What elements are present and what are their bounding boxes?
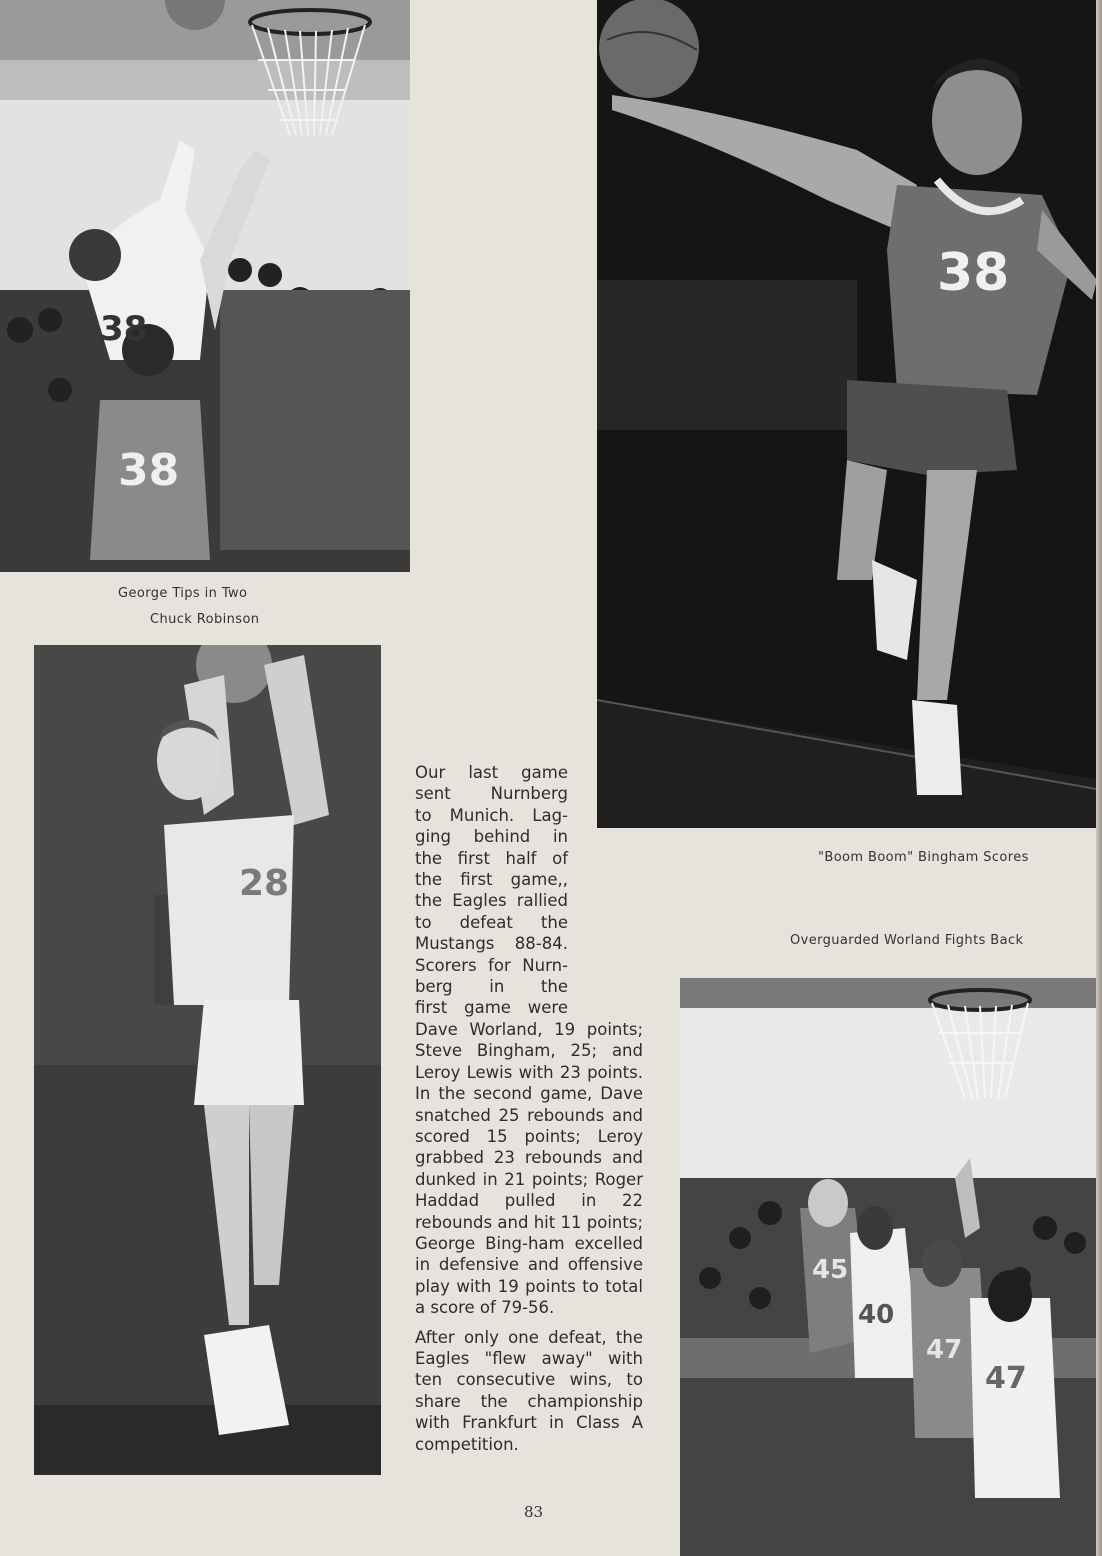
article-line: Scorers for Nurn-	[415, 955, 568, 975]
article-line: the Eagles rallied	[415, 891, 568, 911]
page-number: 83	[524, 1503, 544, 1521]
photo-boom-boom-bingham	[597, 0, 1102, 828]
jersey-number-front: 38	[100, 309, 148, 349]
caption-chuck-robinson: Chuck Robinson	[150, 612, 260, 627]
jersey-number-bingham: 38	[937, 243, 1010, 303]
article-line: the first game,,	[415, 870, 568, 890]
caption-overguarded-worland: Overguarded Worland Fights Back	[790, 933, 1024, 948]
jersey-number-47-a: 47	[926, 1335, 963, 1365]
article-continuation: Dave Worland, 19 points; Steve Bingham, 25; and Leroy Lewis with 23 points. In the second game, Dave snatched 25 rebounds and scored 15 points; Leroy grabbed 23 rebounds and dunked in 21 points; Roger Haddad pulled in 22 rebounds and hit 11 points; George Bing-ham excelled in defensive and offensive play with 19 points to total a score of 79-56.	[415, 1019, 643, 1318]
article-paragraph-1	[415, 762, 643, 1319]
jersey-number-back: 38	[118, 445, 180, 496]
article-paragraph-2: After only one defeat, the Eagles "flew away" with ten consecutive wins, to share the championship with Frankfurt in Class A competition.	[415, 1327, 643, 1454]
jersey-number-45: 45	[812, 1255, 849, 1285]
article-line: the first half of	[415, 848, 568, 868]
article-line: to Munich. Lag-	[415, 805, 568, 825]
photo-player-28-shooting	[34, 645, 381, 1475]
jersey-number-47-b: 47	[985, 1361, 1027, 1396]
article-line: Our last game	[415, 763, 568, 782]
caption-boom-boom-bingham: "Boom Boom" Bingham Scores	[818, 850, 1029, 865]
article-line: ging behind in	[415, 827, 568, 847]
caption-george-tips: George Tips in Two	[118, 586, 248, 601]
jersey-number-28: 28	[239, 863, 290, 904]
photo-overguarded-worland	[680, 978, 1098, 1556]
article-line: berg in the	[415, 977, 568, 997]
article-text	[415, 762, 643, 1463]
article-line: sent Nurnberg	[415, 784, 568, 804]
article-line: to defeat the	[415, 912, 568, 932]
article-line: first game were	[415, 998, 568, 1018]
article-line: Mustangs 88-84.	[415, 934, 568, 954]
page-binding-edge	[1096, 0, 1102, 1556]
photo-george-tips-in-two	[0, 0, 410, 572]
jersey-number-40: 40	[858, 1300, 895, 1330]
